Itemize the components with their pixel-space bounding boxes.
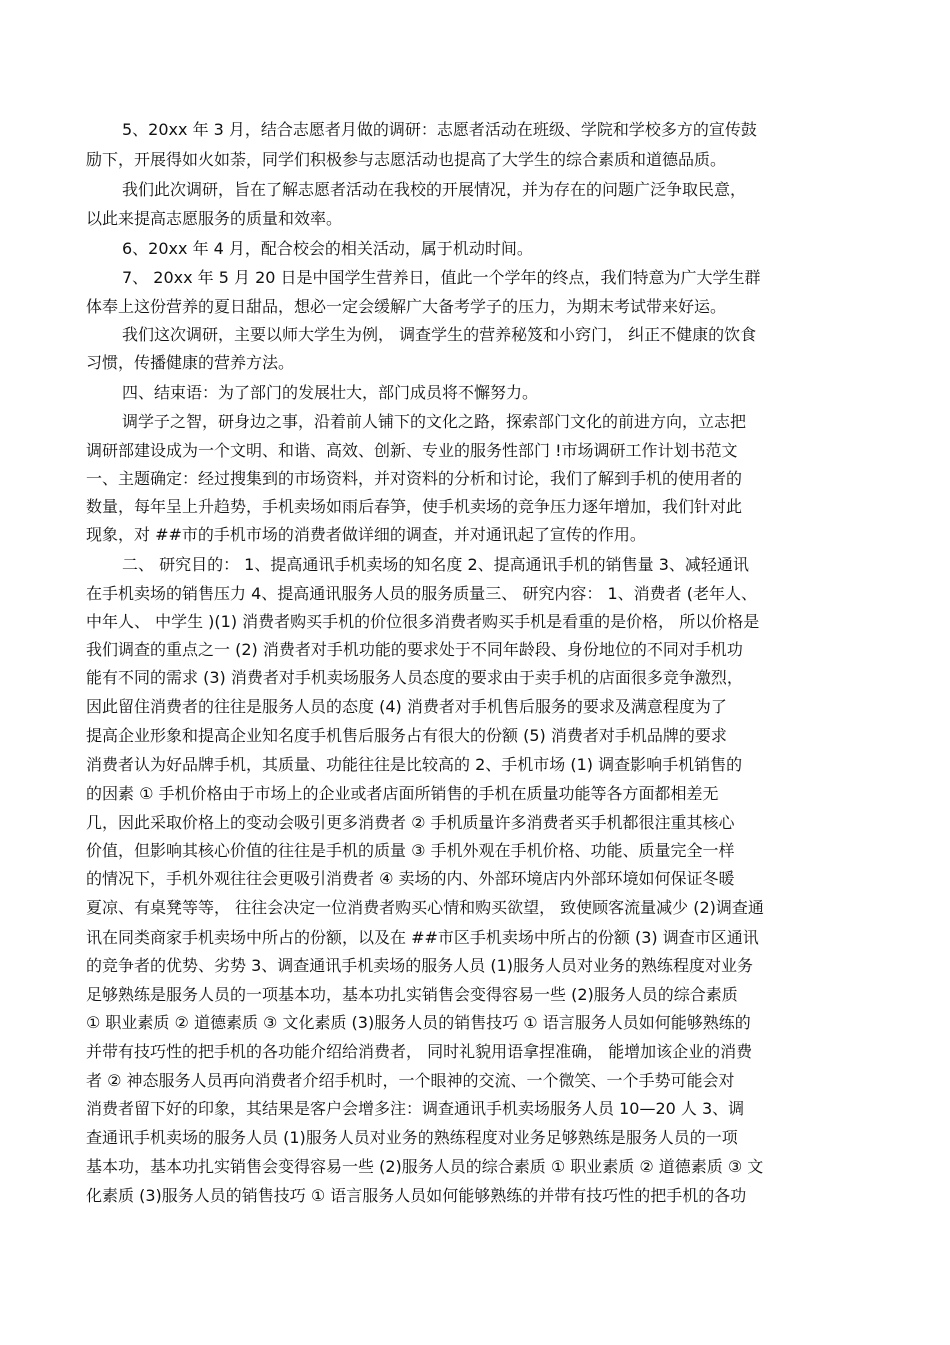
text-line: 中年人、 中学生 )(1) 消费者购买手机的价位很多消费者购买手机是看重的是价格， 所以价格是 [86,612,760,631]
text-line: 者 ② 神态服务人员再向消费者介绍手机时，一个眼神的交流、一个微笑、一个手势可能会对 [86,1071,735,1090]
text-line: 因此留住消费者的往往是服务人员的态度 (4) 消费者对手机售后服务的要求及满意程度为了 [86,697,727,716]
text-line: 数量，每年呈上升趋势，手机卖场如雨后春笋，使手机卖场的竞争压力逐年增加，我们针对此 [86,497,743,516]
text-line: 消费者留下好的印象，其结果是客户会增多注：调查通讯手机卖场服务人员 10—20 人 3、调 [86,1099,745,1118]
text-line: 7、 20xx 年 5 月 20 日是中国学生营养日，值此一个学年的终点，我们特意为广大学生群 [122,268,761,287]
text-line: 的情况下，手机外观往往会更吸引消费者 ④ 卖场的内、外部环境店内外部环境如何保证冬暖 [86,869,735,888]
text-line: 夏凉、有桌凳等等， 往往会决定一位消费者购买心情和购买欲望， 致使顾客流量减少 (2)调查通 [86,898,764,917]
text-line: 能有不同的需求 (3) 消费者对手机卖场服务人员态度的要求由于卖手机的店面很多竞争激烈， [86,668,743,687]
text-line: 价值，但影响其核心价值的往往是手机的质量 ③ 手机外观在手机价格、功能、质量完全一样 [86,841,735,860]
text-line: 几，因此采取价格上的变动会吸引更多消费者 ② 手机质量许多消费者买手机都很注重其核心 [86,813,735,832]
text-line: 我们此次调研，旨在了解志愿者活动在我校的开展情况，并为存在的问题广泛争取民意， [122,180,747,199]
text-line: ① 职业素质 ② 道德素质 ③ 文化素质 (3)服务人员的销售技巧 ① 语言服务人员如何能够熟练的 [86,1013,751,1032]
text-line: 以此来提高志愿服务的质量和效率。 [86,209,343,228]
text-line: 调学子之智，研身边之事，沿着前人铺下的文化之路，探索部门文化的前进方向，立志把 [122,412,747,431]
text-line: 6、20xx 年 4 月，配合校会的相关活动，属于机动时间。 [122,239,533,258]
text-line: 的因素 ① 手机价格由于市场上的企业或者店面所销售的手机在质量功能等各方面都相差无 [86,784,719,803]
text-line: 二、 研究目的： 1、提高通讯手机卖场的知名度 2、提高通讯手机的销售量 3、减轻通讯 [122,555,749,574]
text-line: 体奉上这份营养的夏日甜品，想必一定会缓解广大备考学子的压力，为期末考试带来好运。 [86,297,727,316]
text-line: 查通讯手机卖场的服务人员 (1)服务人员对业务的熟练程度对业务足够熟练是服务人员的一项 [86,1128,738,1147]
text-line: 讯在同类商家手机卖场中所占的份额，以及在 ##市区手机卖场中所占的份额 (3) 调查市区通讯 [86,928,759,947]
text-line: 四、结束语：为了部门的发展壮大，部门成员将不懈努力。 [122,383,539,402]
text-line: 消费者认为好品牌手机，其质量、功能往往是比较高的 2、手机市场 (1) 调查影响手机销售的 [86,755,743,774]
text-line: 我们这次调研，主要以师大学生为例， 调查学生的营养秘笈和小窍门， 纠正不健康的饮食 [122,325,757,344]
text-line: 我们调查的重点之一 (2) 消费者对手机功能的要求处于不同年龄段、身份地位的不同对手机功 [86,640,743,659]
text-line: 在手机卖场的销售压力 4、提高通讯服务人员的服务质量三、 研究内容： 1、消费者 (老年人、 [86,584,757,603]
text-line: 基本功，基本功扎实销售会变得容易一些 (2)服务人员的综合素质 ① 职业素质 ② 道德素质 ③ 文 [86,1157,764,1176]
text-line: 一、主题确定：经过搜集到的市场资料，并对资料的分析和讨论，我们了解到手机的使用者的 [86,469,743,488]
text-line: 并带有技巧性的把手机的各功能介绍给消费者， 同时礼貌用语拿捏准确， 能增加该企业的消费 [86,1042,753,1061]
text-line: 调研部建设成为一个文明、和谐、高效、创新、专业的服务性部门 !市场调研工作计划书范文 [86,441,738,460]
text-line: 5、20xx 年 3 月，结合志愿者月做的调研：志愿者活动在班级、学院和学校多方的宣传鼓 [122,120,757,139]
text-line: 励下，开展得如火如荼，同学们积极参与志愿活动也提高了大学生的综合素质和道德品质。 [86,150,727,169]
text-line: 现象，对 ##市的手机市场的消费者做详细的调查，并对通讯起了宣传的作用。 [86,525,646,544]
text-line: 的竞争者的优势、劣势 3、调查通讯手机卖场的服务人员 (1)服务人员对业务的熟练程度对业务 [86,956,754,975]
text-line: 提高企业形象和提高企业知名度手机售后服务占有很大的份额 (5) 消费者对手机品牌的要求 [86,726,727,745]
text-line: 习惯，传播健康的营养方法。 [86,353,295,372]
text-line: 足够熟练是服务人员的一项基本功，基本功扎实销售会变得容易一些 (2)服务人员的综合素质 [86,985,738,1004]
text-line: 化素质 (3)服务人员的销售技巧 ① 语言服务人员如何能够熟练的并带有技巧性的把手机的各功 [86,1186,747,1205]
